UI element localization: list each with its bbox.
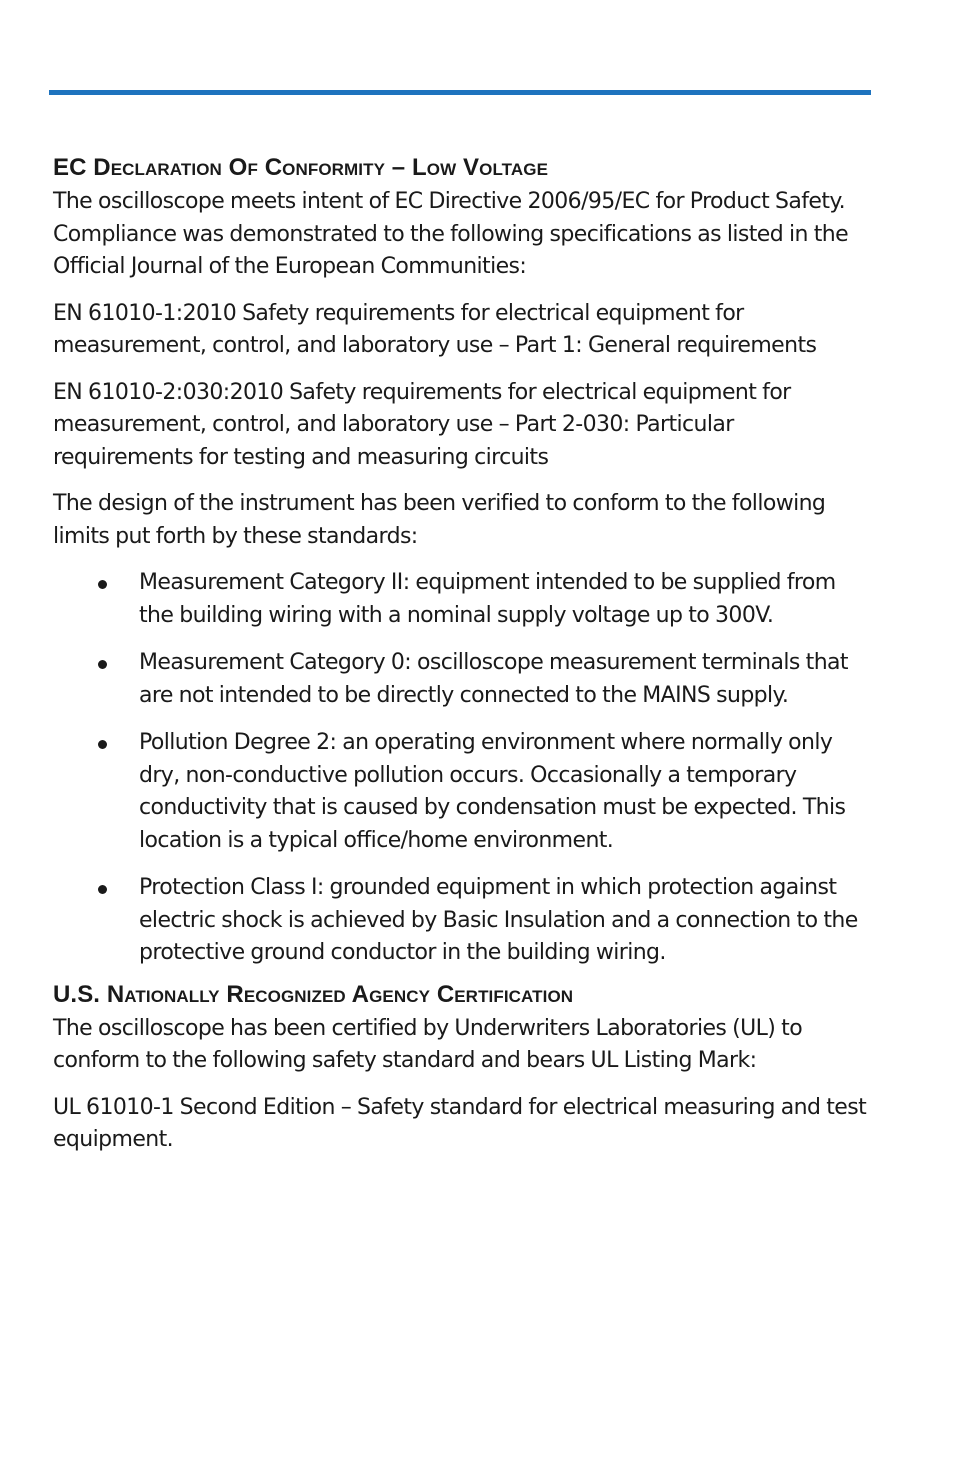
list-item-text: Protection Class I: grounded equipment in which protection against electric shock is achieved by Basic Insulation and a connection to the protective ground conductor in the building wiring.	[139, 875, 858, 965]
bullet-icon	[98, 740, 107, 749]
list-item-text: Measurement Category 0: oscilloscope measurement terminals that are not intended to be directly connected to the MAINS supply.	[139, 650, 848, 708]
en-61010-2-paragraph: EN 61010-2:030:2010 Safety requirements for electrical equipment for measurement, control, and laboratory use – Part 2-030: Particular requirements for testing and measuring circuits	[53, 379, 791, 470]
header-rule	[49, 90, 871, 95]
list-item	[53, 647, 873, 712]
list-item-text: Pollution Degree 2: an operating environment where normally only dry, non-conductive pollution occurs. Occasionally a temporary conductivity that is caused by condensation must be expected. This location is a typical office/home environment.	[139, 730, 846, 853]
list-item-text: Measurement Category II: equipment intended to be supplied from the building wiring with a nominal supply voltage up to 300V.	[139, 570, 836, 628]
us-certification-section	[53, 977, 873, 1157]
list-item	[53, 567, 873, 632]
en-61010-1-paragraph: EN 61010-1:2010 Safety requirements for electrical equipment for measurement, control, and laboratory use – Part 1: General requirements	[53, 300, 817, 358]
limits-intro-paragraph: The design of the instrument has been verified to conform to the following limits put forth by these standards:	[53, 491, 826, 549]
bullet-icon	[98, 580, 107, 589]
section-heading-ec-declaration: EC Declaration Of Conformity – Low Voltage	[53, 154, 549, 181]
limits-list	[53, 567, 873, 970]
ec-intro-paragraph: The oscilloscope meets intent of EC Directive 2006/95/EC for Product Safety. Compliance was demonstrated to the following specifications as listed in the Official Journal of the European Communities:	[53, 189, 849, 279]
bullet-icon	[98, 660, 107, 669]
section-heading-us-certification: U.S. Nationally Recognized Agency Certification	[53, 980, 574, 1008]
bullet-icon	[98, 885, 107, 894]
ul-intro-paragraph: The oscilloscope has been certified by Underwriters Laboratories (UL) to conform to the following safety standard and bears UL Listing Mark:	[53, 1015, 803, 1073]
document-body	[53, 150, 873, 1171]
list-item	[53, 727, 873, 857]
list-item	[53, 872, 873, 970]
ul-standard-paragraph: UL 61010-1 Second Edition – Safety standard for electrical measuring and test equipment.	[53, 1094, 867, 1152]
